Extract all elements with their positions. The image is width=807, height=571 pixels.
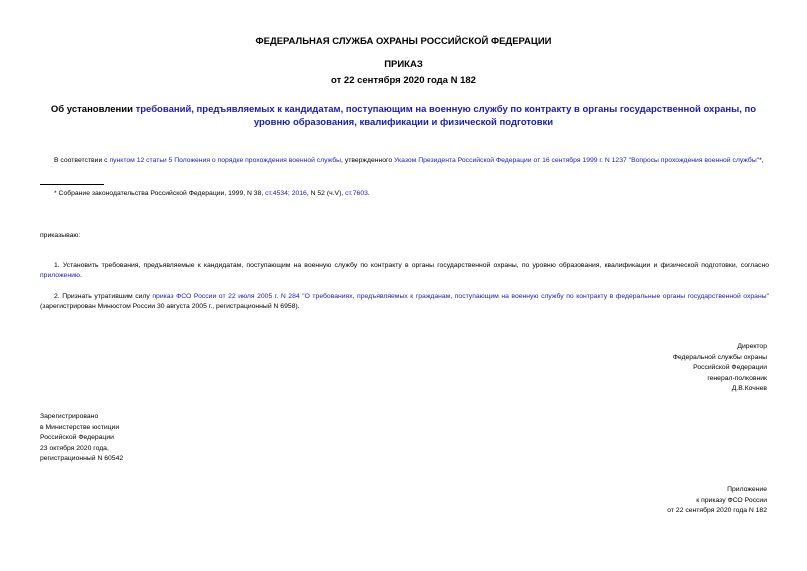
footnote-text-3: , N 52 (ч.V), <box>306 190 346 197</box>
registration-line: 23 октября 2020 года, <box>40 444 109 452</box>
footnote-link-1[interactable]: ст.4534 <box>265 190 288 197</box>
footnote-text-2: ; <box>287 190 292 197</box>
preamble-text-1: В соответствии с <box>54 157 110 164</box>
item2-text-1: 2. Признать утратившим силу <box>54 293 153 300</box>
preamble-paragraph <box>40 156 769 166</box>
order-item-2 <box>40 292 769 312</box>
title-prefix: Об установлении <box>50 104 136 115</box>
footnote-link-3[interactable]: ст.7603 <box>345 190 368 197</box>
footnote-divider <box>40 184 104 185</box>
footnote <box>54 190 370 197</box>
registration-block <box>40 412 123 465</box>
item1-text-2: . <box>79 272 82 279</box>
item2-text-2: (зарегистрирован Минюстом России 30 августа 2005 г., регистрационный N 6958). <box>40 303 300 310</box>
signature-line: Директор <box>737 343 767 350</box>
footnote-link-2[interactable]: 2016 <box>291 190 307 197</box>
appendix-block <box>667 485 767 517</box>
registration-line: Зарегистрировано <box>40 413 99 420</box>
order-word: приказываю: <box>40 232 81 239</box>
signature-line: Федеральной службы охраны <box>672 353 767 361</box>
item1-text-1: 1. Установить требования, предъявляемые к кандидатам, поступающим на военную службу по контракту в органы государственной охраны, по уровню образования, квалификации и физической подготовки, согласно <box>54 262 769 269</box>
document-date: от 22 сентября 2020 года N 182 <box>331 75 476 86</box>
appendix-line: Приложение <box>727 486 767 493</box>
preamble-text-3: *, <box>759 157 764 164</box>
appendix-link[interactable]: приложению <box>40 272 80 279</box>
signature-block <box>673 342 767 395</box>
signature-line: генерал-полковник <box>707 374 767 382</box>
footnote-text-1: * Собрание законодательства Российской Федерации, 1999, N 38, <box>54 190 266 197</box>
registration-line: в Министерстве юстиции <box>40 423 120 431</box>
document-title <box>0 103 807 129</box>
footnote-text-4: . <box>367 190 370 197</box>
signature-line: Д.В.Кочнев <box>731 385 767 392</box>
signature-line: Российской Федерации <box>693 364 767 371</box>
registration-line: Российской Федерации <box>40 434 114 441</box>
repealed-order-link[interactable]: приказ ФСО России от 22 июля 2005 г. N 284 "О требованиях, предъявляемых к гражданам, поступающим на военную службу по контракту в федеральные органы государственной охраны" <box>152 293 770 300</box>
registration-line: регистрационный N 60542 <box>40 455 124 462</box>
appendix-line: к приказу ФСО России <box>696 496 767 504</box>
order-item-1 <box>40 261 769 281</box>
agency-name: ФЕДЕРАЛЬНАЯ СЛУЖБА ОХРАНЫ РОССИЙСКОЙ ФЕДЕРАЦИИ <box>255 36 552 47</box>
preamble-link-decree[interactable]: Указом Президента Российской Федерации от 16 сентября 1999 г. N 1237 "Вопросы прохождения военной службы" <box>394 157 760 164</box>
document-type: ПРИКАЗ <box>384 59 423 70</box>
title-link[interactable]: требований, предъявляемых к кандидатам, поступающим на военную службу по контракту в органы государственной охраны, по уровню образования, квалификации и физической подготовки <box>135 104 757 128</box>
preamble-text-2: , утвержденного <box>341 157 395 164</box>
preamble-link-regulation[interactable]: пунктом 12 статьи 5 Положения о порядке прохождения военной службы <box>109 157 342 164</box>
appendix-line: от 22 сентября 2020 года N 182 <box>667 507 767 514</box>
